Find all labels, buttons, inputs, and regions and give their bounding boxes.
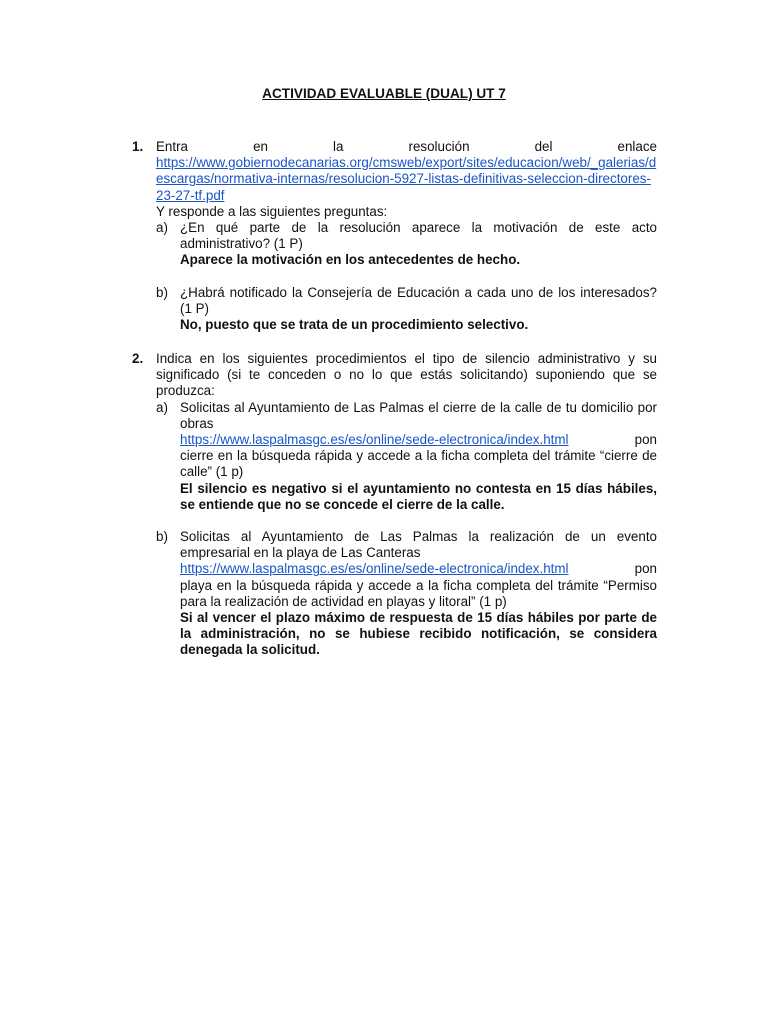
subquestion-text: cierre en la búsqueda rápida y accede a la ficha completa del trámite “cierre de calle” (1 p) — [180, 448, 657, 480]
subquestion-text: Solicitas al Ayuntamiento de Las Palmas el cierre de la calle de tu domicilio por obras — [180, 399, 657, 431]
answer-text: Aparece la motivación en los antecedentes de hecho. — [180, 252, 521, 268]
sede-electronica-link[interactable]: https://www.laspalmasgc.es/es/online/sede-electronica/index.html — [180, 561, 569, 577]
intro-word: enlace — [617, 139, 657, 154]
subquestion-b — [156, 529, 657, 659]
intro-word: del — [534, 139, 553, 154]
question-number: 2. — [132, 351, 144, 366]
intro-word: la — [333, 139, 344, 154]
answer-text: No, puesto que se trata de un procedimiento selectivo. — [180, 317, 529, 333]
subquestion-letter: b) — [156, 529, 168, 545]
subquestion-letter: a) — [156, 220, 168, 236]
subquestion-letter: b) — [156, 284, 168, 300]
subquestion-a — [156, 400, 657, 513]
question-intro — [156, 139, 657, 155]
subquestion-text: ¿Habrá notificado la Consejería de Educación a cada uno de los interesados? (1 P) — [180, 284, 657, 316]
subquestion-text: ¿En qué parte de la resolución aparece la motivación de este acto administrativo? (1 P) — [180, 220, 657, 252]
sede-electronica-link[interactable]: https://www.laspalmasgc.es/es/online/sede-electronica/index.html — [180, 432, 569, 448]
subquestion-a — [156, 220, 657, 269]
subquestion-letter: a) — [156, 399, 168, 415]
question-2 — [132, 351, 657, 659]
question-intro: Indica en los siguientes procedimientos el tipo de silencio administrativo y su significado (si te conceden o no lo que estás solicitando) suponiendo que se produzca: — [156, 351, 657, 399]
subquestion-b — [156, 285, 657, 334]
subquestion-link-line — [180, 432, 657, 448]
answer-text: El silencio es negativo si el ayuntamiento no contesta en 15 días hábiles, se entiende que no se concede el cierre de la calle. — [180, 480, 657, 512]
subquestion-text: pon — [634, 432, 657, 448]
subquestion-text: playa en la búsqueda rápida y accede a la ficha completa del trámite “Permiso para la realización de actividad en playas y litoral” (1 p) — [180, 577, 657, 609]
subquestion-text: Solicitas al Ayuntamiento de Las Palmas la realización de un evento empresarial en la playa de Las Canteras — [180, 529, 657, 561]
intro-word: resolución — [408, 139, 470, 154]
subquestion-link-line — [180, 561, 657, 577]
question-number: 1. — [132, 139, 144, 154]
question-1 — [132, 139, 657, 333]
intro-word: en — [253, 139, 268, 154]
document-title: ACTIVIDAD EVALUABLE (DUAL) UT 7 — [262, 86, 506, 101]
answer-text: Si al vencer el plazo máximo de respuesta de 15 días hábiles por parte de la administración, no se hubiese recibido notificación, se considera denegada la solicitud. — [180, 610, 657, 658]
intro-word: Entra — [156, 139, 189, 154]
subquestion-text: pon — [634, 561, 657, 577]
question-followup: Y responde a las siguientes preguntas: — [156, 203, 388, 219]
resolution-link[interactable]: https://www.gobiernodecanarias.org/cmsweb/export/sites/educacion/web/_galerias/descargas/normativa-internas/resolucion-5927-listas-definitivas-seleccion-directores-23-27-tf.pdf — [156, 155, 657, 203]
